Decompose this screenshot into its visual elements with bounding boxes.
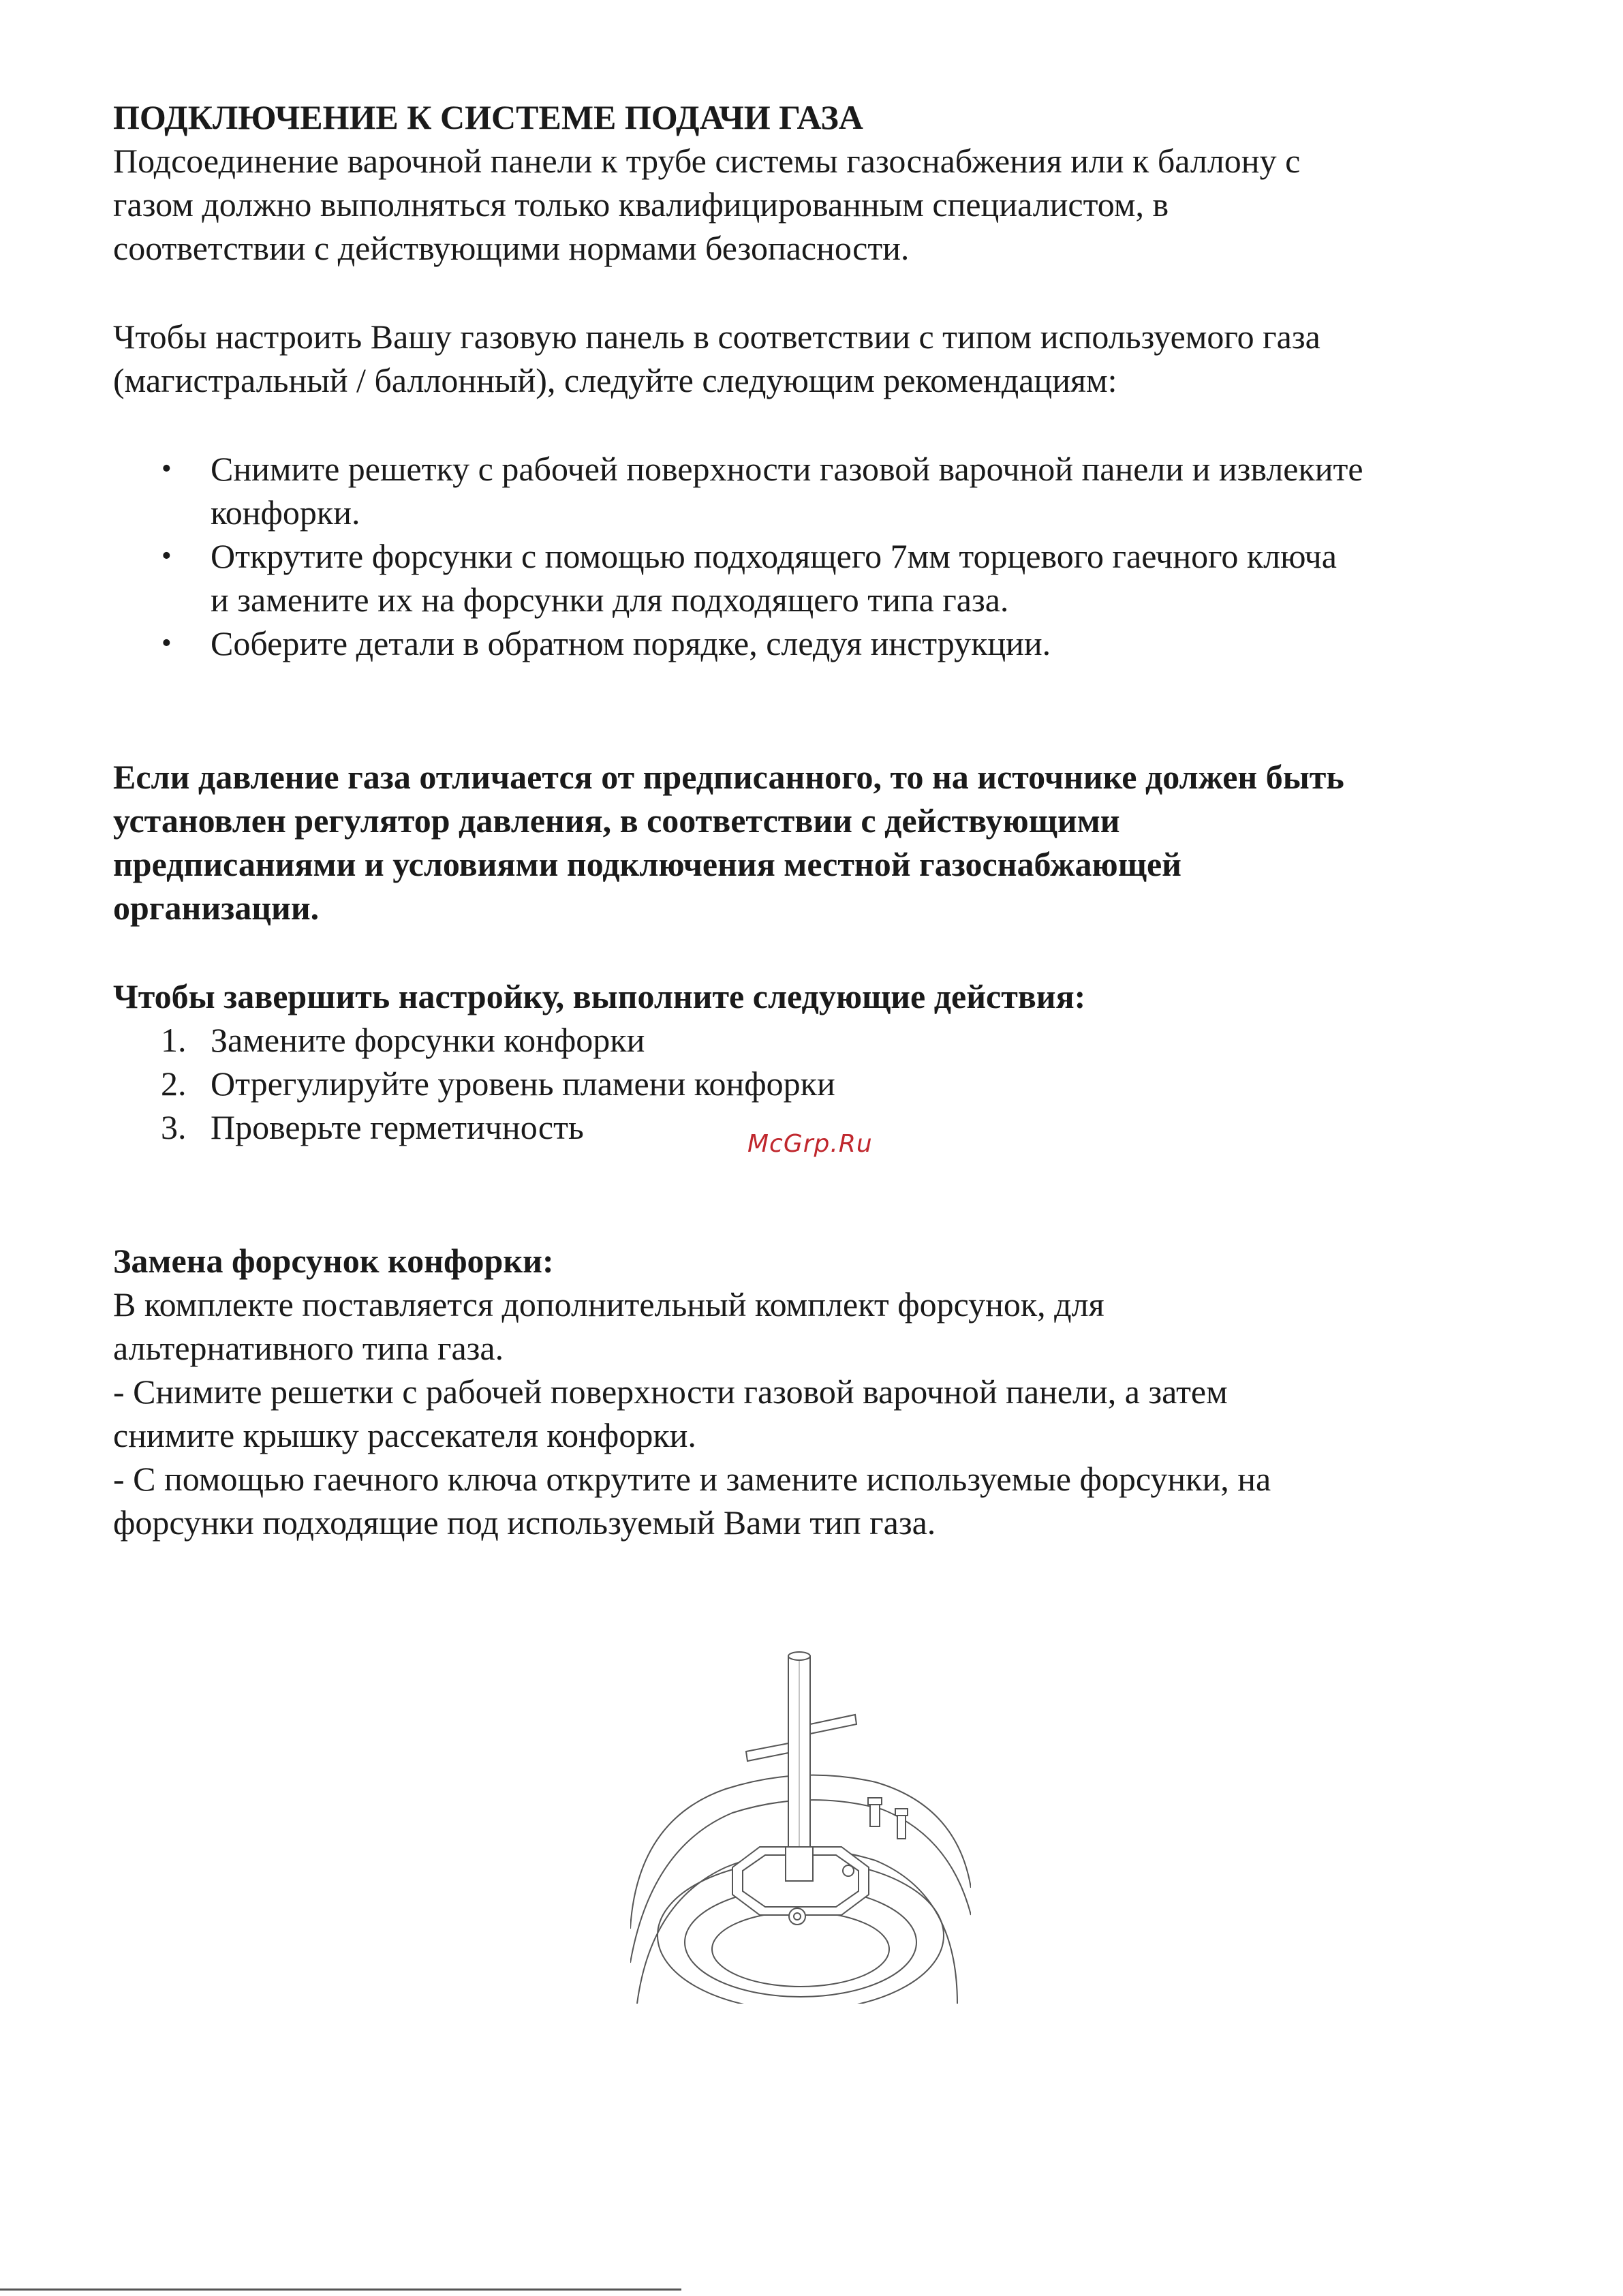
- section-title: ПОДКЛЮЧЕНИЕ К СИСТЕМЕ ПОДАЧИ ГАЗА: [113, 98, 863, 136]
- list-item: • Снимите решетку с рабочей поверхности газовой варочной панели и извлеките конфорки.: [113, 447, 1517, 534]
- setup-intro-line: (магистральный / баллонный), следуйте следующим рекомендациям:: [113, 361, 1117, 399]
- replace-heading: Замена форсунок конфорки:: [113, 1242, 554, 1280]
- list-item: • Открутите форсунки с помощью подходящего 7мм торцевого гаечного ключа и замените их на форсунки для подходящего типа газа.: [113, 534, 1517, 622]
- list-item: 3. Проверьте герметичность: [161, 1108, 584, 1146]
- finish-heading: Чтобы завершить настройку, выполните следующие действия:: [113, 977, 1086, 1015]
- pressure-note-line: организации.: [113, 889, 320, 927]
- list-item: • Соберите детали в обратном порядке, следуя инструкции.: [113, 622, 1517, 665]
- document-body: [113, 95, 1517, 1544]
- recommendation-list: [113, 447, 1517, 665]
- replace-body-line: - Снимите решетки с рабочей поверхности газовой варочной панели, а затем: [113, 1373, 1228, 1411]
- watermark: McGrp.Ru: [747, 1130, 873, 1158]
- pressure-note-line: предписаниями и условиями подключения местной газоснабжающей: [113, 845, 1181, 883]
- footer-divider: [0, 2289, 681, 2291]
- burner-wrench-drawing: [630, 1642, 971, 2004]
- pressure-note-line: Если давление газа отличается от предписанного, то на источнике должен быть: [113, 758, 1344, 796]
- intro-line: Подсоединение варочной панели к трубе системы газоснабжения или к баллону с: [113, 142, 1301, 180]
- list-item: 2. Отрегулируйте уровень пламени конфорки: [161, 1065, 835, 1103]
- pressure-note-line: установлен регулятор давления, в соответствии с действующими: [113, 801, 1120, 840]
- intro-line: соответствии с действующими нормами безопасности.: [113, 229, 910, 267]
- replace-body-line: форсунки подходящие под используемый Вами тип газа.: [113, 1503, 936, 1542]
- bullet-icon: •: [161, 453, 172, 485]
- replace-body-line: В комплекте поставляется дополнительный комплект форсунок, для: [113, 1285, 1104, 1323]
- setup-intro-line: Чтобы настроить Вашу газовую панель в соответствии с типом используемого газа: [113, 318, 1320, 356]
- replace-body-line: альтернативного типа газа.: [113, 1329, 504, 1367]
- wrench-burner-illustration: [630, 1642, 971, 2004]
- list-item: 1. Замените форсунки конфорки: [161, 1021, 645, 1059]
- replace-body-line: - С помощью гаечного ключа открутите и замените используемые форсунки, на: [113, 1460, 1271, 1498]
- bullet-icon: •: [161, 628, 172, 659]
- replace-body-line: снимите крышку рассекателя конфорки.: [113, 1416, 696, 1454]
- bullet-icon: •: [161, 540, 172, 572]
- intro-line: газом должно выполняться только квалифицированным специалистом, в: [113, 185, 1169, 224]
